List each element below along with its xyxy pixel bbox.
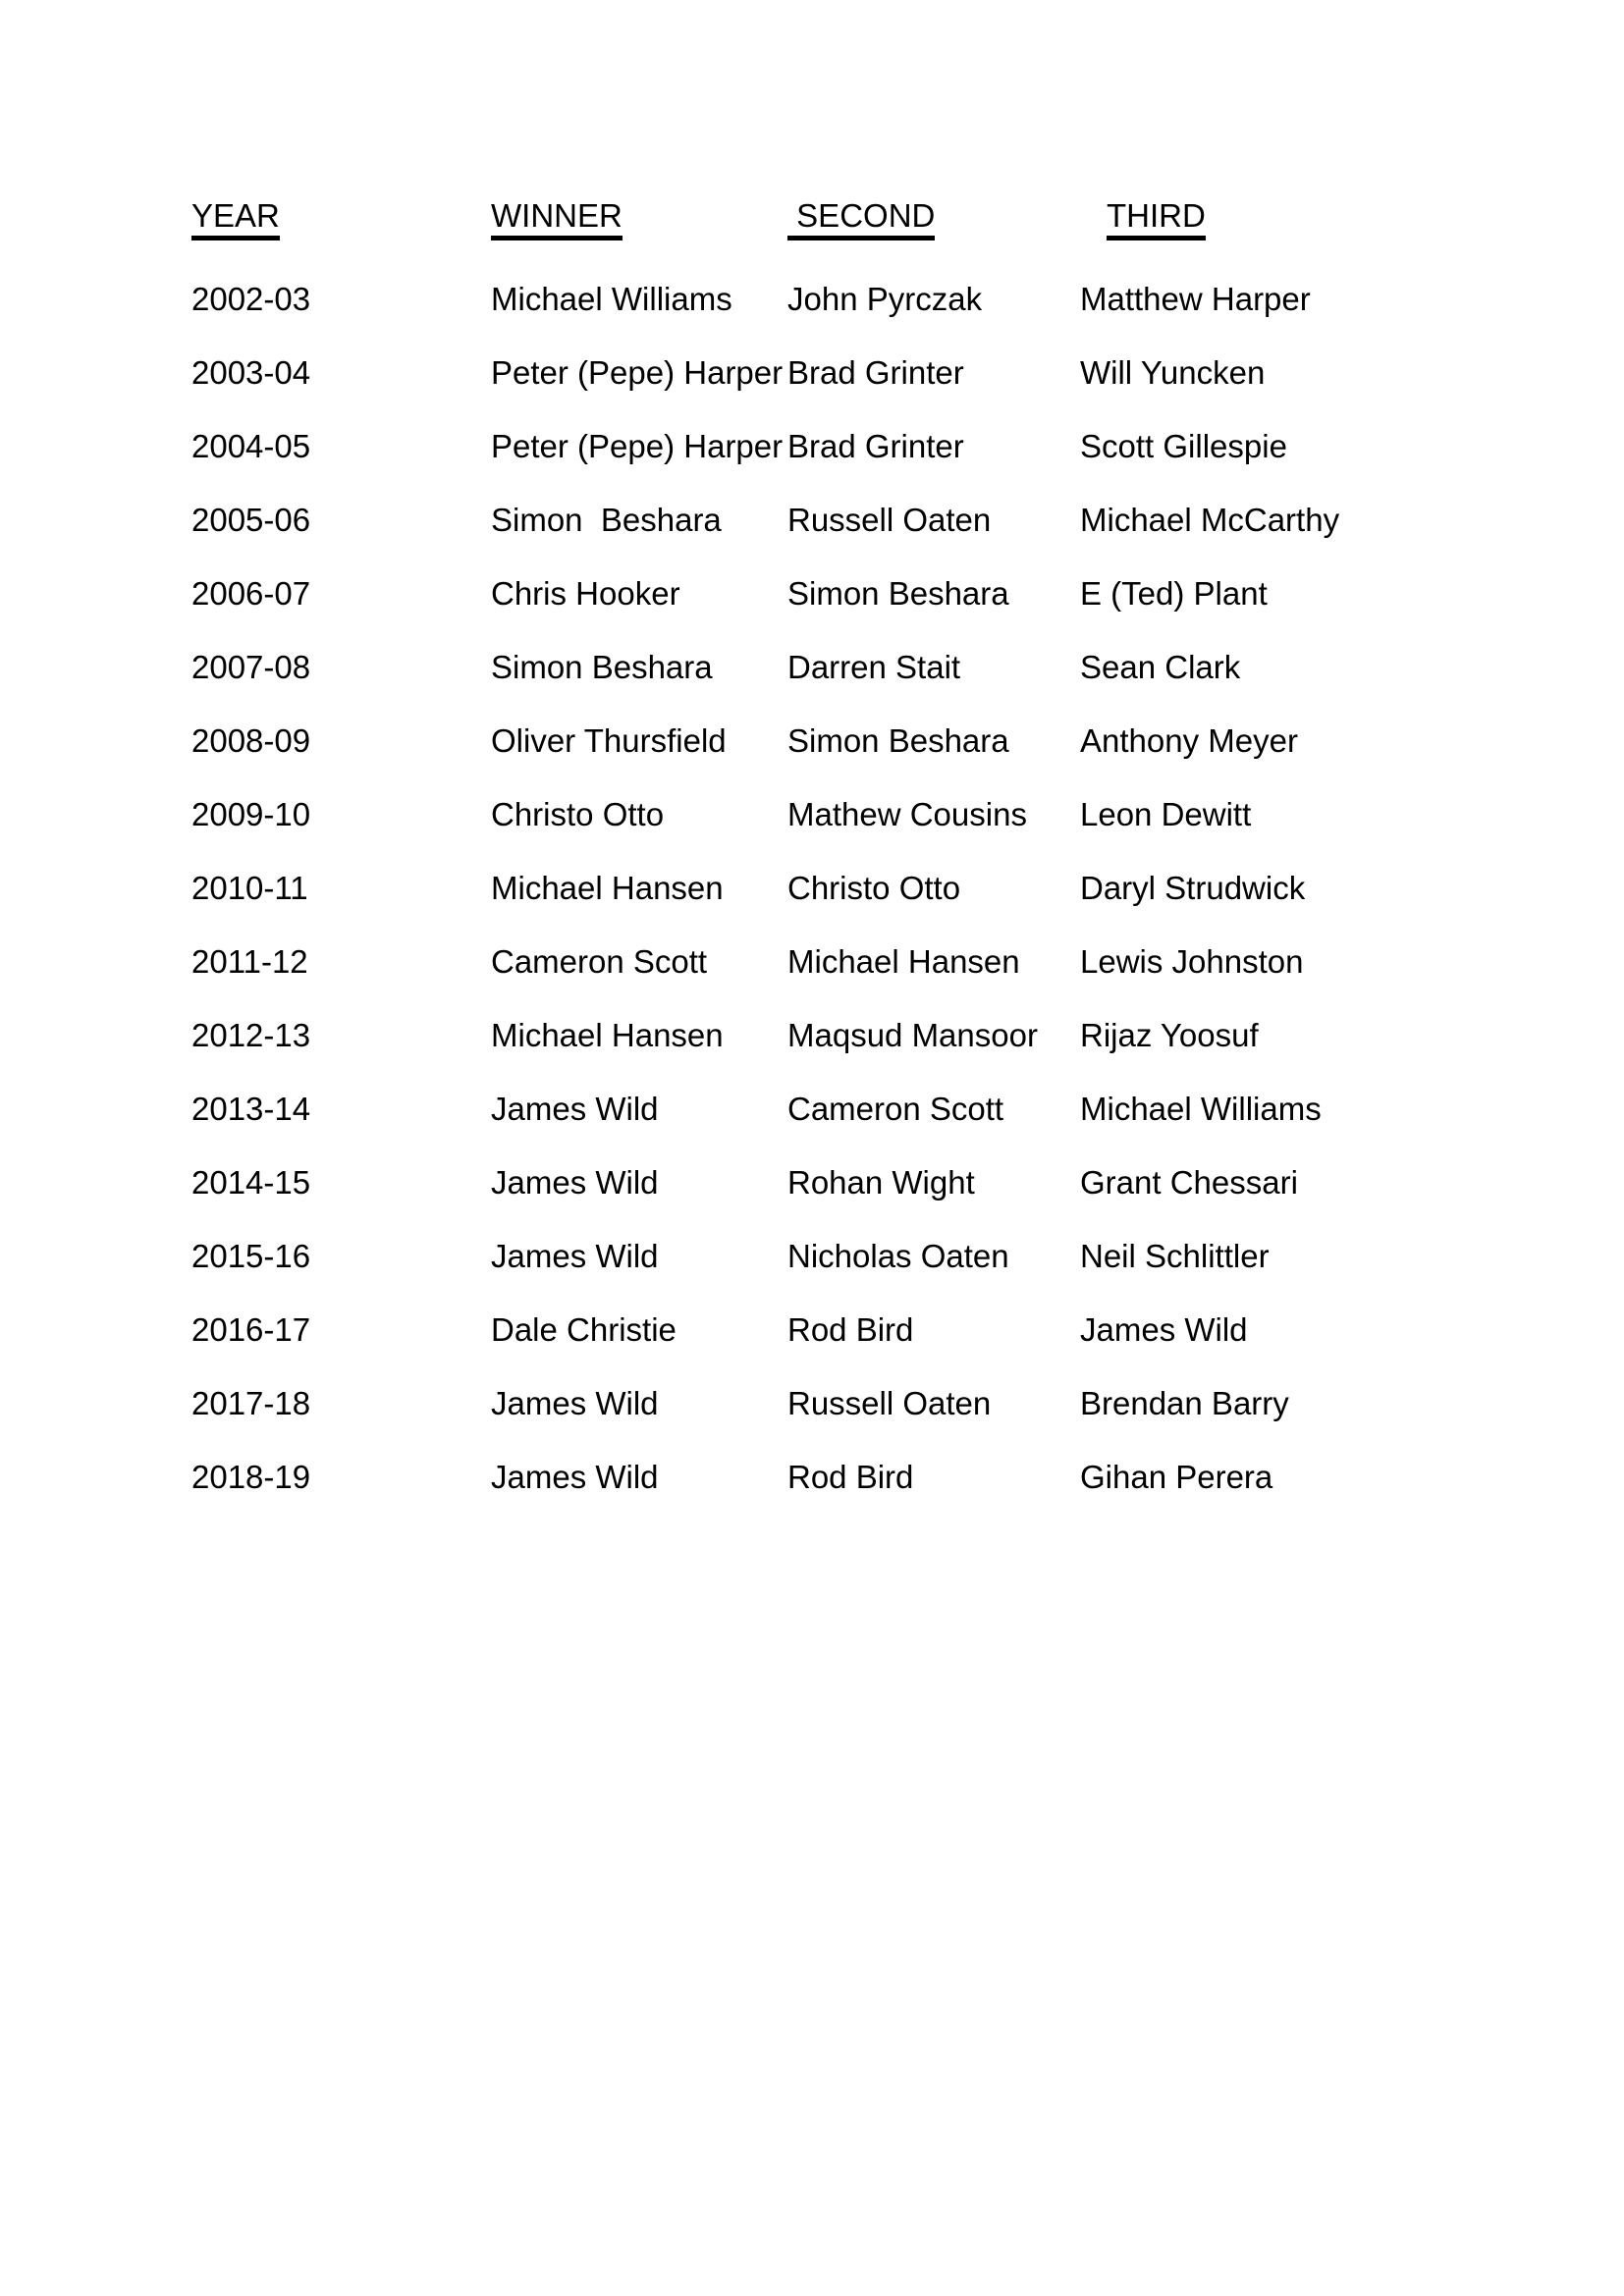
- cell-year: 2008-09: [191, 722, 311, 759]
- cell-year: 2014-15: [191, 1164, 311, 1201]
- cell-third: James Wild: [1080, 1311, 1248, 1348]
- cell-year: 2007-08: [191, 649, 311, 685]
- cell-third: Grant Chessari: [1080, 1164, 1298, 1201]
- table-row: [191, 483, 1624, 557]
- table-row: [191, 1146, 1624, 1219]
- cell-winner: James Wild: [491, 1091, 659, 1127]
- table-header-row: [191, 199, 1624, 262]
- cell-year: 2015-16: [191, 1238, 311, 1274]
- cell-second: Maqsud Mansoor: [787, 1017, 1038, 1053]
- cell-third: Leon Dewitt: [1080, 796, 1252, 832]
- column-header-year-cell: [191, 199, 491, 240]
- cell-year: 2010-11: [191, 870, 308, 906]
- cell-year: 2016-17: [191, 1311, 311, 1348]
- column-header-second: SECOND: [787, 199, 935, 240]
- cell-winner: Michael Williams: [491, 281, 732, 317]
- table-row: [191, 1366, 1624, 1440]
- cell-third: Daryl Strudwick: [1080, 870, 1306, 906]
- cell-second: Simon Beshara: [787, 722, 1009, 759]
- table-row: [191, 777, 1624, 851]
- cell-winner: Dale Christie: [491, 1311, 677, 1348]
- cell-second: Christo Otto: [787, 870, 961, 906]
- cell-winner: Simon Beshara: [491, 502, 722, 538]
- cell-third: Scott Gillespie: [1080, 428, 1287, 464]
- table-row: [191, 1219, 1624, 1293]
- cell-second: Mathew Cousins: [787, 796, 1027, 832]
- cell-second: Rohan Wight: [787, 1164, 975, 1201]
- column-header-winner-cell: [491, 199, 787, 240]
- cell-third: Will Yuncken: [1080, 354, 1266, 391]
- cell-winner: Chris Hooker: [491, 575, 680, 612]
- cell-year: 2018-19: [191, 1459, 311, 1495]
- table-row: [191, 262, 1624, 336]
- cell-winner: Michael Hansen: [491, 1017, 724, 1053]
- column-header-year: YEAR: [191, 199, 280, 240]
- cell-year: 2011-12: [191, 943, 308, 980]
- table-row: [191, 1293, 1624, 1366]
- table-row: [191, 851, 1624, 925]
- table-row: [191, 336, 1624, 409]
- cell-third: Brendan Barry: [1080, 1385, 1289, 1421]
- table-body: [191, 262, 1624, 1514]
- table-row: [191, 925, 1624, 998]
- column-header-winner: WINNER: [491, 199, 623, 240]
- table-row: [191, 409, 1624, 483]
- cell-third: Sean Clark: [1080, 649, 1241, 685]
- cell-second: Nicholas Oaten: [787, 1238, 1009, 1274]
- results-table: [191, 199, 1624, 1514]
- cell-winner: Oliver Thursfield: [491, 722, 727, 759]
- cell-second: Brad Grinter: [787, 428, 964, 464]
- cell-second: John Pyrczak: [787, 281, 983, 317]
- cell-year: 2006-07: [191, 575, 311, 612]
- cell-year: 2004-05: [191, 428, 311, 464]
- cell-third: E (Ted) Plant: [1080, 575, 1268, 612]
- column-header-second-cell: [787, 199, 1080, 240]
- cell-year: 2002-03: [191, 281, 311, 317]
- cell-second: Cameron Scott: [787, 1091, 1004, 1127]
- cell-second: Simon Beshara: [787, 575, 1009, 612]
- cell-second: Russell Oaten: [787, 1385, 992, 1421]
- cell-third: Neil Schlittler: [1080, 1238, 1270, 1274]
- cell-third: Matthew Harper: [1080, 281, 1311, 317]
- cell-winner: James Wild: [491, 1459, 659, 1495]
- cell-winner: James Wild: [491, 1164, 659, 1201]
- cell-winner: Christo Otto: [491, 796, 665, 832]
- cell-winner: James Wild: [491, 1238, 659, 1274]
- cell-second: Russell Oaten: [787, 502, 992, 538]
- column-header-third-cell: [1080, 199, 1492, 240]
- cell-year: 2017-18: [191, 1385, 311, 1421]
- cell-year: 2009-10: [191, 796, 311, 832]
- cell-third: Michael McCarthy: [1080, 502, 1340, 538]
- cell-second: Rod Bird: [787, 1459, 914, 1495]
- cell-third: Rijaz Yoosuf: [1080, 1017, 1259, 1053]
- table-row: [191, 630, 1624, 704]
- column-header-third: THIRD: [1107, 199, 1206, 240]
- cell-winner: James Wild: [491, 1385, 659, 1421]
- cell-second: Rod Bird: [787, 1311, 914, 1348]
- cell-year: 2005-06: [191, 502, 311, 538]
- cell-second: Brad Grinter: [787, 354, 964, 391]
- table-row: [191, 998, 1624, 1072]
- cell-second: Darren Stait: [787, 649, 961, 685]
- cell-second: Michael Hansen: [787, 943, 1020, 980]
- table-row: [191, 1072, 1624, 1146]
- cell-third: Anthony Meyer: [1080, 722, 1298, 759]
- cell-year: 2003-04: [191, 354, 311, 391]
- cell-year: 2013-14: [191, 1091, 311, 1127]
- cell-third: Lewis Johnston: [1080, 943, 1304, 980]
- cell-winner: Cameron Scott: [491, 943, 708, 980]
- cell-third: Michael Williams: [1080, 1091, 1322, 1127]
- table-row: [191, 1440, 1624, 1514]
- cell-winner: Simon Beshara: [491, 649, 713, 685]
- cell-year: 2012-13: [191, 1017, 311, 1053]
- table-row: [191, 704, 1624, 777]
- cell-winner: Peter (Pepe) Harper: [491, 354, 784, 391]
- cell-third: Gihan Perera: [1080, 1459, 1273, 1495]
- cell-winner: Michael Hansen: [491, 870, 724, 906]
- cell-winner: Peter (Pepe) Harper: [491, 428, 784, 464]
- table-row: [191, 557, 1624, 630]
